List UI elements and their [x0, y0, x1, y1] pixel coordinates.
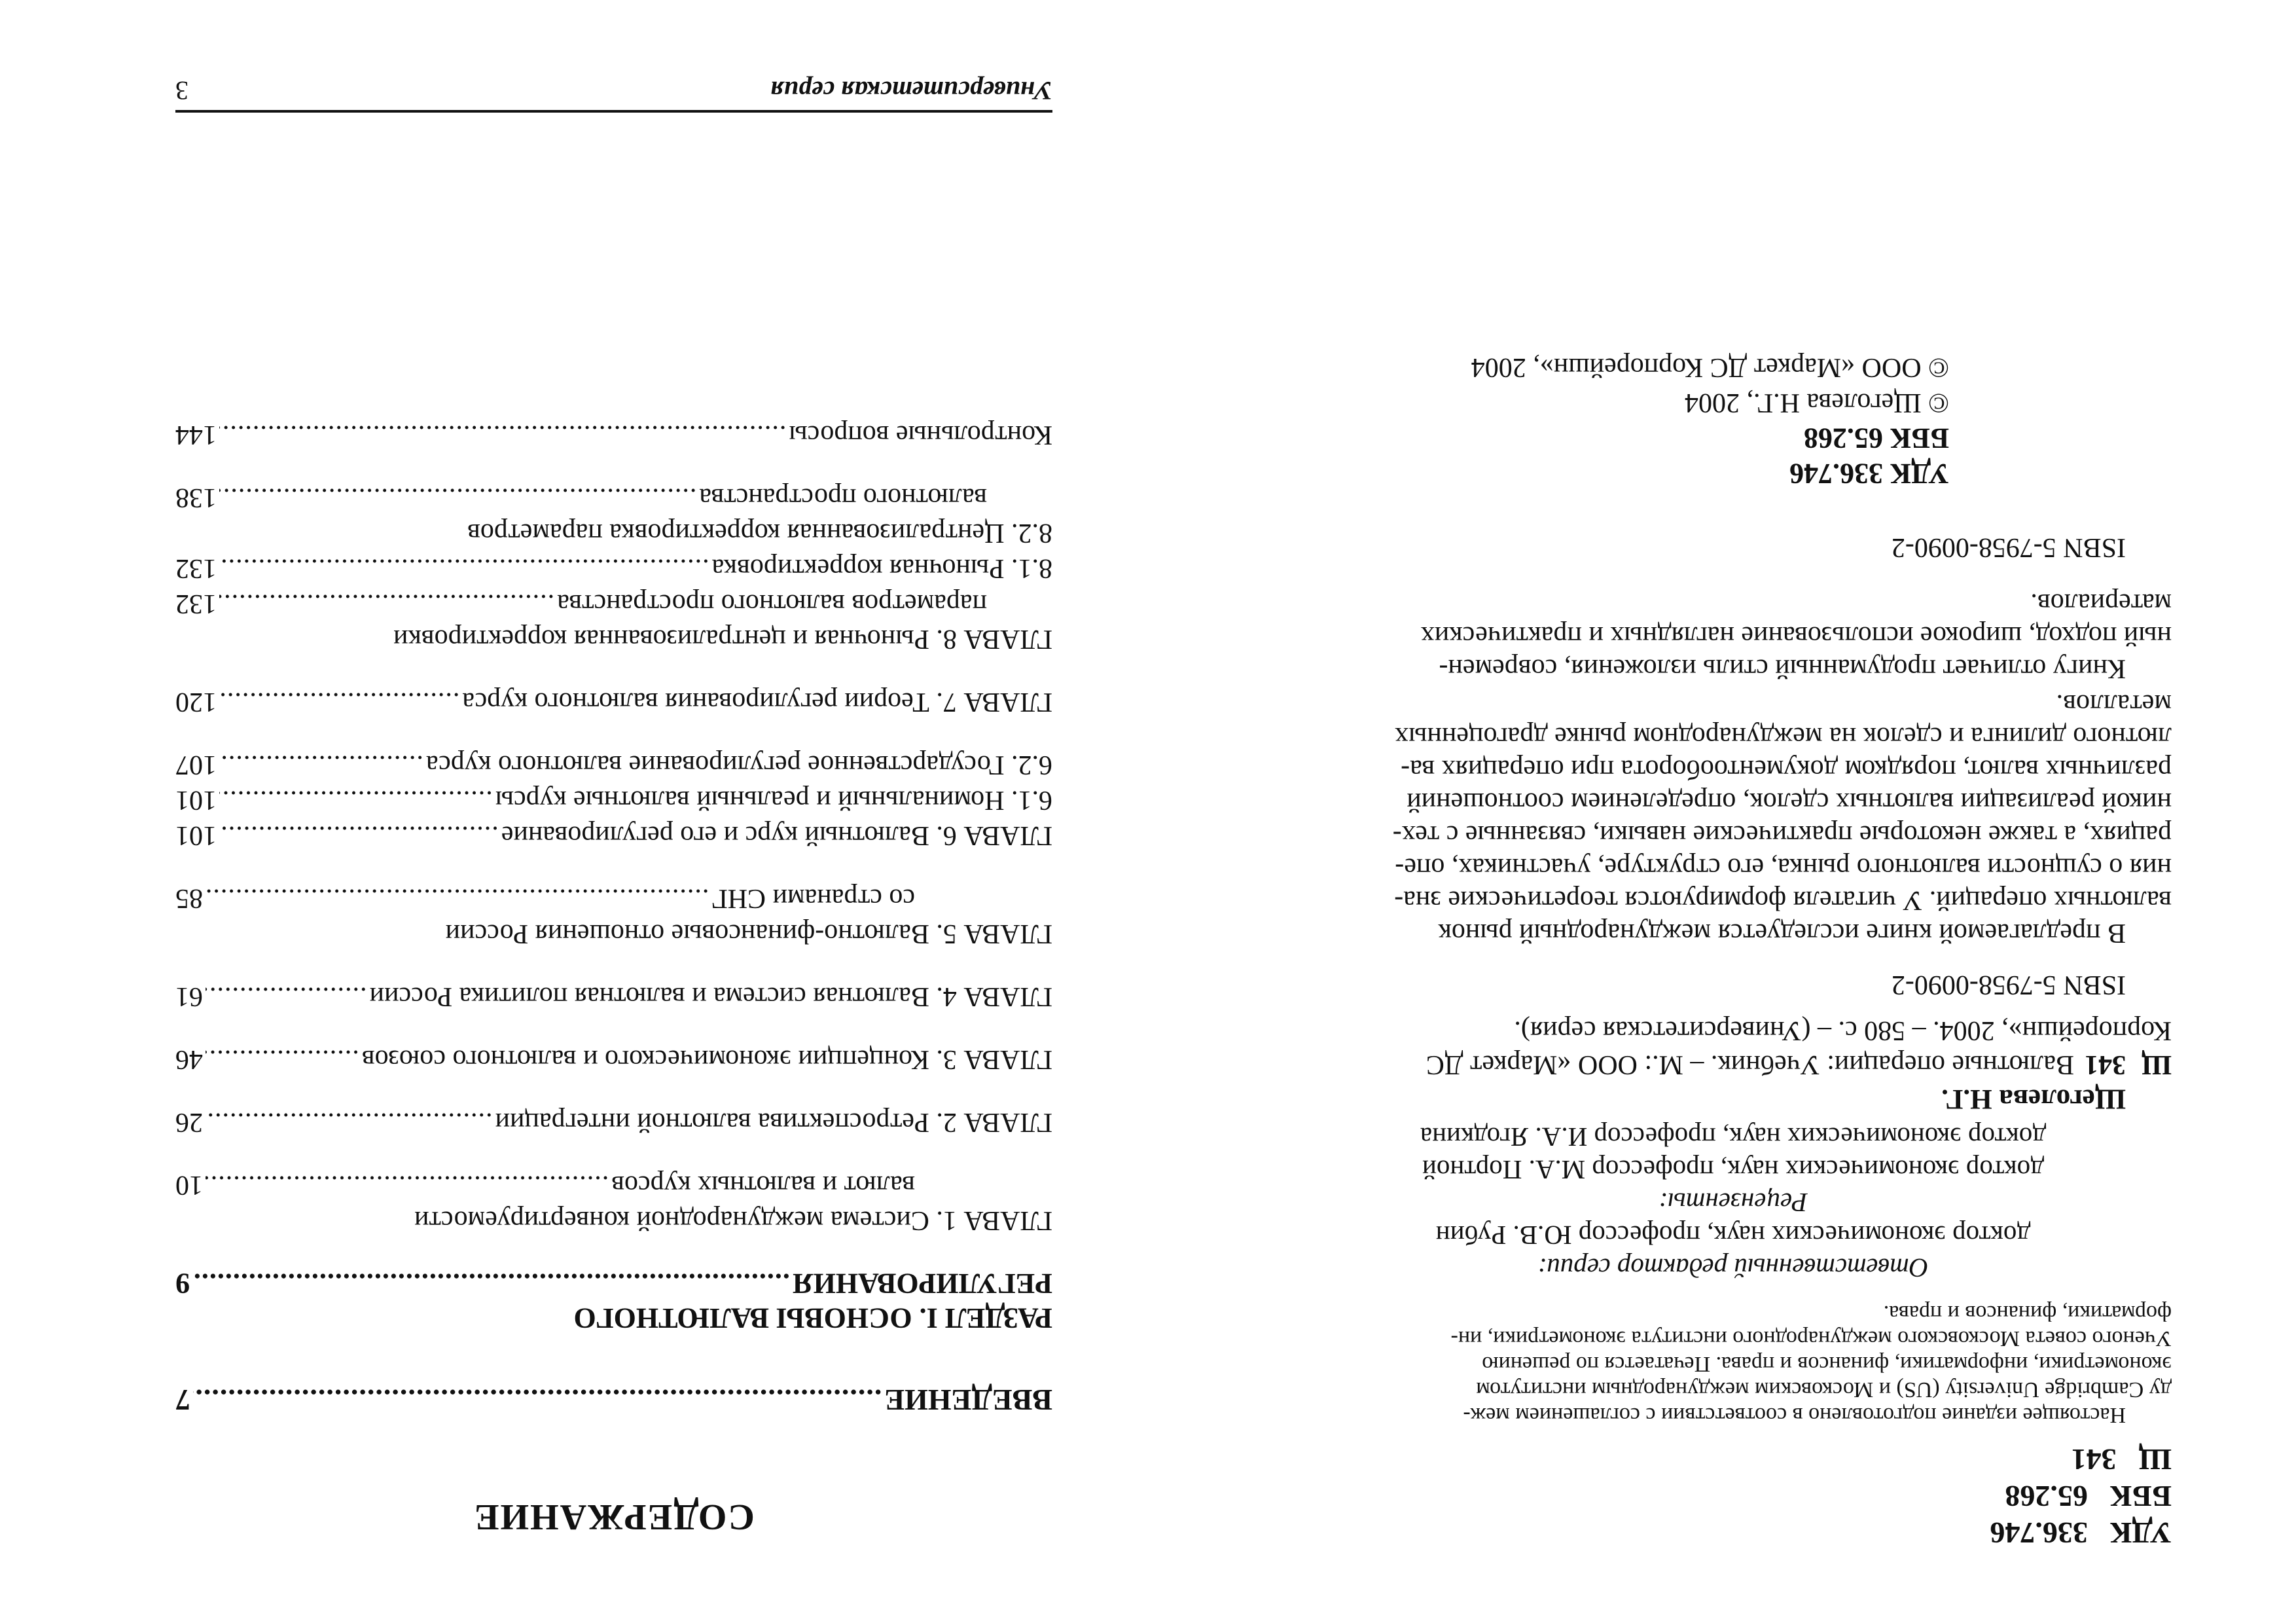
toc-page: 144 — [175, 420, 217, 450]
contents-title: СОДЕРЖАНИЕ — [473, 1497, 755, 1537]
annotation-line: рациях, а также некоторые практические навыки, связанные с тех- — [1392, 820, 2172, 850]
annotation-line: никой реализации валютных сделок, определением соотношений — [1407, 787, 2172, 817]
page-number: 3 — [175, 76, 188, 105]
toc-page: 138 — [175, 483, 217, 513]
udk-code: УДК 336.746 — [1789, 458, 1949, 490]
bib-number: 341 — [2085, 1049, 2126, 1080]
publication-note — [1295, 1300, 2172, 1428]
toc-chapter-7 — [175, 684, 1052, 720]
toc-chapter-1 — [175, 1167, 1052, 1238]
annotation-line: В предлагаемой книге исследуется международный рынок — [1438, 918, 2126, 948]
editor-name: доктор экономических наук, профессор Ю.В. Рубин — [1435, 1220, 2031, 1250]
toc-title: ГЛАВА 3. Концепции экономического и валютного союзов — [361, 1044, 1052, 1074]
reviewers-label: Рецензенты: — [1659, 1188, 1808, 1218]
toc-chapter-4 — [175, 979, 1052, 1014]
toc-title: ГЛАВА 2. Ретроспектива валютной интеграции — [495, 1107, 1052, 1137]
toc-title: параметров валютного пространства — [557, 589, 987, 619]
toc-title: ГЛАВА 6. Валютный курс и его регулирование — [501, 820, 1052, 850]
annotation-line: материалов. — [2030, 588, 2172, 618]
toc-chapter-2 — [175, 1104, 1052, 1140]
classification-codes — [1242, 1441, 2172, 1551]
toc-title: со странами СНГ — [711, 883, 915, 913]
isbn: ISBN 5-7958-0090-2 — [1891, 970, 2126, 1000]
copyright-publisher: © ООО «Маркет ДС Корпорейшн», 2004 — [1471, 352, 1949, 382]
annotation-line: различных валют, порядком документооборота при операциях ва- — [1401, 754, 2172, 784]
toc-chapter-5 — [175, 881, 1052, 951]
toc-title: ГЛАВА 8. Рыночная и централизованная корректировки — [393, 624, 1052, 654]
annotation-line: лютного дилинга и сделок на международном рынке драгоценных — [1395, 721, 2172, 752]
toc-title: ВВЕДЕНИЕ — [884, 1383, 1052, 1417]
author-name: Щеголева Н.Г. — [1941, 1084, 2126, 1114]
reviewer-name: доктор экономических наук, профессор М.А. Портной — [1422, 1155, 2045, 1185]
toc-subchapter-6-2 — [175, 747, 1052, 782]
toc-title: Контрольные вопросы — [789, 420, 1052, 450]
annotation-line: ный подход, широкое использование наглядных и практических — [1420, 621, 2172, 651]
toc-title: валютного пространства — [699, 483, 987, 513]
toc-page: 132 — [175, 553, 217, 583]
note-line: форматики, финансов и права. — [1883, 1301, 2172, 1325]
imprint-page — [1242, 71, 2172, 1551]
note-line: Ученого совета Московского международного института эконометрики, ин- — [1450, 1326, 2172, 1351]
note-line: Настоящее издание подготовлено в соответствии с соглашением меж- — [1463, 1403, 2126, 1427]
toc-introduction — [175, 1382, 1052, 1417]
bib-code: Щ — [2141, 1049, 2172, 1080]
isbn: ISBN 5-7958-0090-2 — [1891, 532, 2126, 562]
editor-block — [1295, 1121, 2172, 1285]
toc-page: 107 — [175, 750, 217, 780]
bbk-code: ББК 65.268 — [1803, 422, 1949, 454]
toc-page: 132 — [175, 589, 217, 619]
copyright-author: © Щеголева Н.Г., 2004 — [1685, 388, 1949, 418]
toc-title: ГЛАВА 1. Система международной конвертируемости — [414, 1205, 1052, 1235]
toc-page: 101 — [175, 820, 217, 850]
toc-subchapter-6-1 — [175, 782, 1052, 818]
toc-title-line — [175, 1266, 1052, 1301]
toc-title: 8.1. Рыночная корректировка — [711, 553, 1052, 583]
toc-page: 26 — [175, 1107, 203, 1137]
toc-title: ГЛАВА 7. Теории регулирования валютного курса — [462, 687, 1052, 717]
toc-title: РЕГУЛИРОВАНИЯ — [792, 1267, 1052, 1300]
toc-page: 120 — [175, 687, 217, 717]
toc-questions — [175, 417, 1052, 452]
toc-title: 6.2. Государственное регулирование валютного курса — [425, 750, 1052, 780]
toc-page: 85 — [175, 883, 203, 913]
toc-subchapter-8-1 — [175, 551, 1052, 586]
toc-title: 8.2. Централизованная корректировка параметров — [467, 518, 1052, 548]
udk-code: 336.746 — [1990, 1516, 2088, 1550]
toc-page: 10 — [175, 1170, 203, 1200]
note-line: эконометрики, информатики, финансов и права. Печатается по решению — [1482, 1352, 2172, 1376]
copyright-block — [1242, 350, 2172, 420]
toc-title-line — [175, 1167, 1052, 1203]
series-name: Университетская серия — [770, 76, 1052, 105]
toc-page: 46 — [175, 1044, 203, 1074]
toc-chapter-8 — [175, 586, 1052, 657]
toc-title-line — [175, 480, 1052, 515]
reviewer-name: доктор экономических наук, профессор И.А. Ягодкина — [1420, 1122, 2047, 1152]
bibliographic-record — [1295, 1013, 2172, 1082]
sh-label: Щ — [2138, 1443, 2172, 1476]
toc-title: 6.1. Номинальный и реальный валютные курсы — [495, 785, 1052, 815]
toc-title-line — [175, 881, 1052, 916]
contents-page — [175, 71, 1052, 1551]
toc-title-line — [175, 586, 1052, 621]
annotation-line: Книгу отличает продуманный стиль изложения, современ- — [1439, 653, 2126, 684]
bib-title: Валютные операции: Учебник. – М.: ООО «Маркет ДС — [1426, 1049, 2074, 1080]
sh-code: 341 — [2071, 1443, 2117, 1476]
toc-chapter-6 — [175, 818, 1052, 853]
toc-page: 61 — [175, 981, 203, 1012]
toc-title: ГЛАВА 4. Валютная система и валютная политика России — [369, 981, 1052, 1012]
page-footer — [175, 75, 1052, 113]
bbk-code: 65.268 — [2005, 1480, 2088, 1513]
toc-title: РАЗДЕЛ I. ОСНОВЫ ВАЛЮТНОГО — [573, 1302, 1052, 1334]
note-line: ду Cambridge University (US) и Московским международным институтом — [1476, 1377, 2172, 1402]
classification-codes-bottom — [1242, 420, 2172, 491]
udk-label: УДК — [2109, 1516, 2172, 1550]
annotation-line: металлов. — [2056, 689, 2172, 719]
editor-label: Ответственный редактор серии: — [1537, 1253, 1929, 1283]
annotation — [1295, 587, 2172, 949]
bbk-label: ББК — [2109, 1480, 2172, 1513]
bib-continuation: Корпорейшн», 2004. – 580 с. – (Университетская серия). — [1514, 1015, 2172, 1046]
toc-subchapter-8-2 — [175, 480, 1052, 551]
toc-title: ГЛАВА 5. Валютно-финансовые отношения России — [445, 919, 1052, 949]
toc-chapter-3 — [175, 1042, 1052, 1077]
toc-page: 101 — [175, 785, 217, 815]
toc-page: 9 — [175, 1267, 190, 1300]
toc-title: валют и валютных курсов — [611, 1170, 915, 1200]
toc-page: 7 — [175, 1383, 190, 1417]
annotation-line: ния о сущности валютного рынка, его структуре, участниках, опе- — [1395, 852, 2172, 883]
toc-section-1 — [175, 1266, 1052, 1335]
annotation-line: валютных операций. У читателя формируются теоретические зна- — [1394, 885, 2172, 915]
